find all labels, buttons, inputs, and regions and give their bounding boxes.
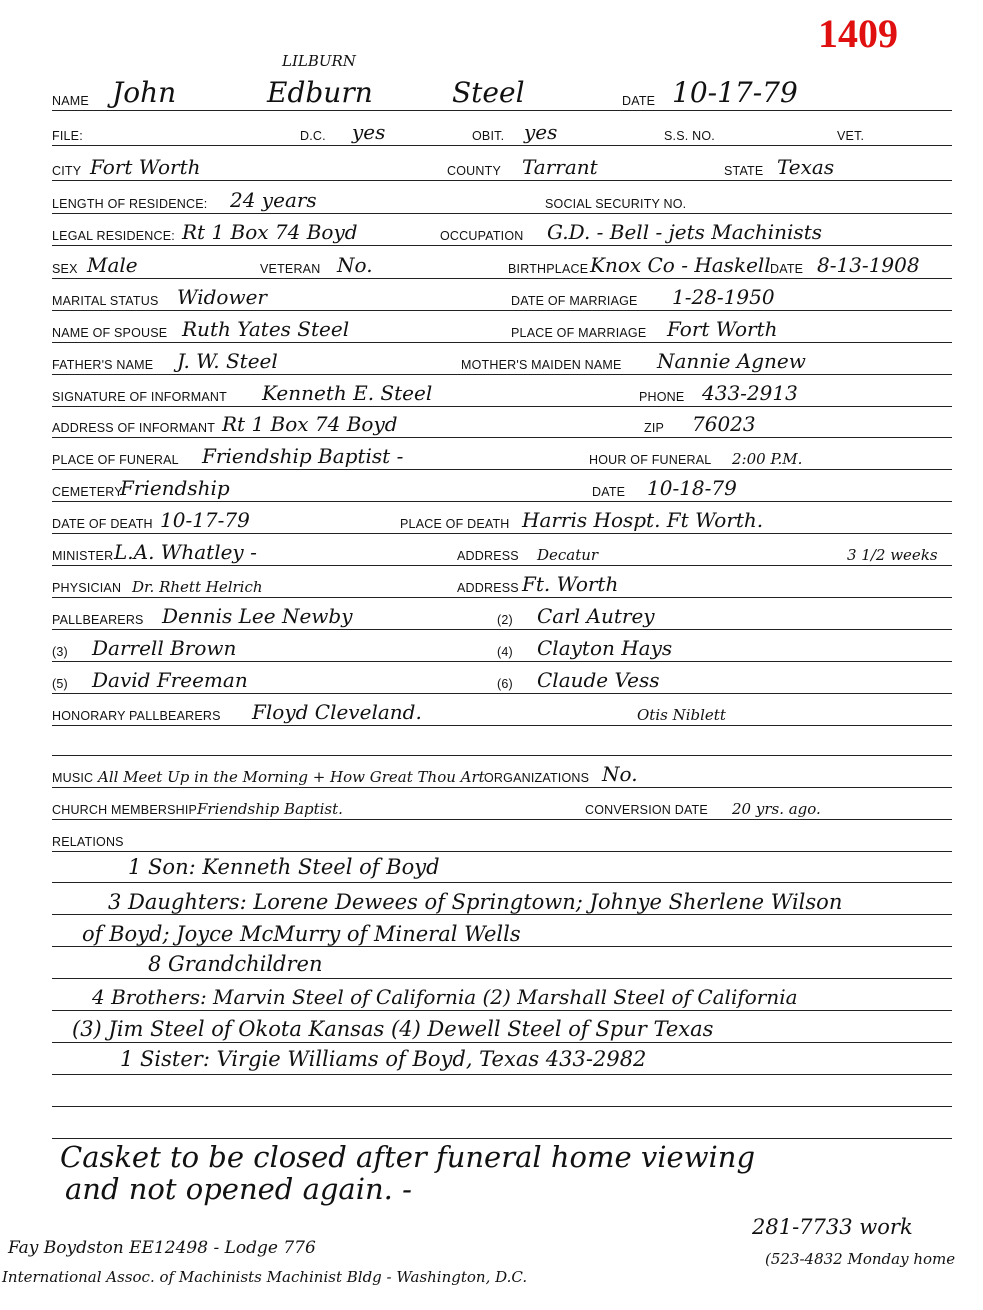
city-label: CITY [52, 164, 82, 178]
residence-length-label: LENGTH OF RESIDENCE: [52, 197, 208, 211]
death-date-label: DATE OF DEATH [52, 517, 153, 531]
relations-line-7: 1 Sister: Virgie Williams of Boyd, Texas 433-2982 [120, 1047, 647, 1071]
name-date-label: DATE [622, 94, 656, 108]
dc-value: yes [352, 120, 386, 144]
veteran-label: VETERAN [260, 262, 321, 276]
veteran-value: No. [337, 253, 373, 277]
father-row [52, 344, 952, 375]
music-row [52, 757, 952, 788]
birthplace-label: BIRTHPLACE [508, 262, 589, 276]
zip-value: 76023 [692, 412, 756, 436]
pallbearer-6-number: (6) [497, 677, 513, 691]
music-value: All Meet Up in the Morning + How Great Thou Art [98, 768, 485, 786]
casket-note-line-2: and not opened again. - [65, 1172, 412, 1206]
residence-length-value: 24 years [230, 188, 317, 212]
death-date-value: 10-17-79 [160, 508, 250, 532]
cemetery-row [52, 471, 952, 502]
father-value: J. W. Steel [177, 349, 278, 373]
name-label: NAME [52, 94, 89, 108]
pallbearers-row-2 [52, 631, 952, 662]
marriage-date-label: DATE OF MARRIAGE [511, 294, 638, 308]
pallbearer-4: Clayton Hays [537, 636, 673, 660]
pallbearer-5-number: (5) [52, 677, 68, 691]
casket-note-line-1: Casket to be closed after funeral home viewing [60, 1140, 756, 1174]
middle-name: Edburn [267, 76, 373, 109]
marital-row [52, 280, 952, 311]
rule-1 [52, 882, 952, 883]
physician-row [52, 567, 952, 598]
residence-length-row [52, 183, 952, 214]
work-phone-note: 281-7733 work [752, 1215, 913, 1239]
church-value: Friendship Baptist. [197, 800, 343, 818]
sex-label: SEX [52, 262, 78, 276]
occupation-value: G.D. - Bell - jets Machinists [547, 220, 822, 244]
name-date: 10-17-79 [672, 76, 798, 109]
cemetery-label: CEMETERY [52, 485, 123, 499]
mother-value: Nannie Agnew [657, 349, 806, 373]
rule-6 [52, 1042, 952, 1043]
pallbearer-5: David Freeman [92, 668, 248, 692]
county-label: COUNTY [447, 164, 501, 178]
relations-line-2: 3 Daughters: Lorene Dewees of Springtown; Johnye Sherlene Wilson [108, 890, 843, 914]
father-label: FATHER'S NAME [52, 358, 154, 372]
honorary-row [52, 695, 952, 726]
record-number: 1409 [818, 11, 898, 56]
relations-line-4: 8 Grandchildren [148, 952, 323, 976]
spouse-row [52, 312, 952, 343]
pallbearers-row [52, 599, 952, 630]
pallbearer-3: Darrell Brown [92, 636, 237, 660]
cemetery-date-label: DATE [592, 485, 626, 499]
informant-value: Kenneth E. Steel [262, 381, 433, 405]
death-row [52, 503, 952, 534]
minister-value: L.A. Whatley - [114, 540, 257, 564]
ssno-label: S.S. NO. [664, 129, 715, 143]
church-row [52, 789, 952, 820]
marriage-place-value: Fort Worth [667, 317, 778, 341]
spouse-label: NAME OF SPOUSE [52, 326, 168, 340]
dc-label: D.C. [300, 129, 326, 143]
rule-8 [52, 1106, 952, 1107]
rule-4 [52, 978, 952, 979]
birthdate-value: 8-13-1908 [817, 253, 920, 277]
state-value: Texas [777, 155, 835, 179]
marriage-date-value: 1-28-1950 [672, 285, 775, 309]
physician-address-value: Ft. Worth [522, 572, 619, 596]
blank-line [52, 755, 952, 756]
bottom-note-line-2: International Assoc. of Machinists Machinist Bldg - Washington, D.C. [2, 1268, 528, 1286]
first-name: John [112, 76, 177, 109]
physician-label: PHYSICIAN [52, 581, 122, 595]
sex-row [52, 248, 952, 279]
phone-value: 433-2913 [702, 381, 798, 405]
file-label: FILE: [52, 129, 83, 143]
informant-address-label: ADDRESS OF INFORMANT [52, 421, 216, 435]
city-row [52, 150, 952, 181]
social-security-label: SOCIAL SECURITY NO. [545, 197, 687, 211]
honorary-value: Floyd Cleveland. [252, 700, 422, 724]
spouse-value: Ruth Yates Steel [182, 317, 350, 341]
birthdate-label: DATE [770, 262, 804, 276]
funeral-place-value: Friendship Baptist - [202, 444, 404, 468]
rule-3 [52, 946, 952, 947]
county-value: Tarrant [522, 155, 598, 179]
pallbearer-6: Claude Vess [537, 668, 660, 692]
relations-line-5: 4 Brothers: Marvin Steel of California (2) Marshall Steel of California [92, 985, 798, 1009]
pallbearer-3-number: (3) [52, 645, 68, 659]
minister-address-value: Decatur [537, 546, 599, 564]
honorary-value-2: Otis Niblett [637, 706, 726, 724]
rule-9 [52, 1138, 952, 1139]
home-phone-note: (523-4832 Monday home [765, 1250, 956, 1268]
organizations-label: ORGANIZATIONS [484, 771, 590, 785]
pallbearer-1: Dennis Lee Newby [162, 604, 353, 628]
conversion-value: 20 yrs. ago. [732, 800, 821, 818]
sex-value: Male [87, 253, 138, 277]
legal-residence-label: LEGAL RESIDENCE: [52, 229, 175, 243]
zip-label: ZIP [644, 421, 665, 435]
death-place-label: PLACE OF DEATH [400, 517, 510, 531]
informant-row [52, 376, 952, 407]
phone-label: PHONE [639, 390, 685, 404]
rule-5 [52, 1010, 952, 1011]
vet-label: VET. [837, 129, 865, 143]
name-row [52, 52, 952, 111]
last-name: Steel [452, 76, 525, 109]
relations-label: RELATIONS [52, 835, 124, 849]
informant-address-value: Rt 1 Box 74 Boyd [222, 412, 398, 436]
funeral-hour-label: HOUR OF FUNERAL [589, 453, 712, 467]
obit-value: yes [524, 120, 558, 144]
physician-address-label: ADDRESS [457, 581, 519, 595]
hospital-stay: 3 1/2 weeks [847, 546, 938, 564]
death-place-value: Harris Hospt. Ft Worth. [522, 508, 764, 532]
funeral-hour-value: 2:00 P.M. [732, 450, 803, 468]
relations-line-3: of Boyd; Joyce McMurry of Mineral Wells [82, 922, 521, 946]
legal-residence-value: Rt 1 Box 74 Boyd [182, 220, 358, 244]
bottom-note-line-1: Fay Boydston EE12498 - Lodge 776 [8, 1238, 316, 1258]
minister-address-label: ADDRESS [457, 549, 519, 563]
conversion-label: CONVERSION DATE [585, 803, 708, 817]
relations-line-1: 1 Son: Kenneth Steel of Boyd [128, 855, 440, 879]
relations-row [52, 821, 952, 852]
rule-7 [52, 1074, 952, 1075]
pallbearer-4-number: (4) [497, 645, 513, 659]
pallbearers-label: PALLBEARERS [52, 613, 144, 627]
legal-residence-row [52, 215, 952, 246]
rule-2 [52, 914, 952, 915]
birthplace-value: Knox Co - Haskell [590, 253, 771, 277]
state-label: STATE [724, 164, 764, 178]
funeral-row [52, 439, 952, 470]
pallbearers-row-3 [52, 663, 952, 694]
minister-row [52, 535, 952, 566]
cemetery-date-value: 10-18-79 [647, 476, 737, 500]
obit-label: OBIT. [472, 129, 505, 143]
relations-line-6: (3) Jim Steel of Okota Kansas (4) Dewell Steel of Spur Texas [72, 1017, 714, 1041]
city-value: Fort Worth [90, 155, 201, 179]
mother-label: MOTHER'S MAIDEN NAME [461, 358, 622, 372]
informant-label: SIGNATURE OF INFORMANT [52, 390, 227, 404]
marital-label: MARITAL STATUS [52, 294, 159, 308]
physician-value: Dr. Rhett Helrich [132, 578, 263, 596]
funeral-place-label: PLACE OF FUNERAL [52, 453, 179, 467]
middle-name-note: LILBURN [282, 52, 356, 70]
organizations-value: No. [602, 762, 638, 786]
pallbearer-2: Carl Autrey [537, 604, 655, 628]
marriage-place-label: PLACE OF MARRIAGE [511, 326, 647, 340]
minister-label: MINISTER [52, 549, 114, 563]
informant-address-row [52, 407, 952, 438]
marital-value: Widower [177, 285, 267, 309]
church-label: CHURCH MEMBERSHIP [52, 803, 198, 817]
cemetery-value: Friendship [120, 476, 230, 500]
occupation-label: OCCUPATION [440, 229, 524, 243]
music-label: MUSIC [52, 771, 94, 785]
pallbearer-2-number: (2) [497, 613, 513, 627]
honorary-label: HONORARY PALLBEARERS [52, 709, 221, 723]
file-row [52, 115, 952, 146]
